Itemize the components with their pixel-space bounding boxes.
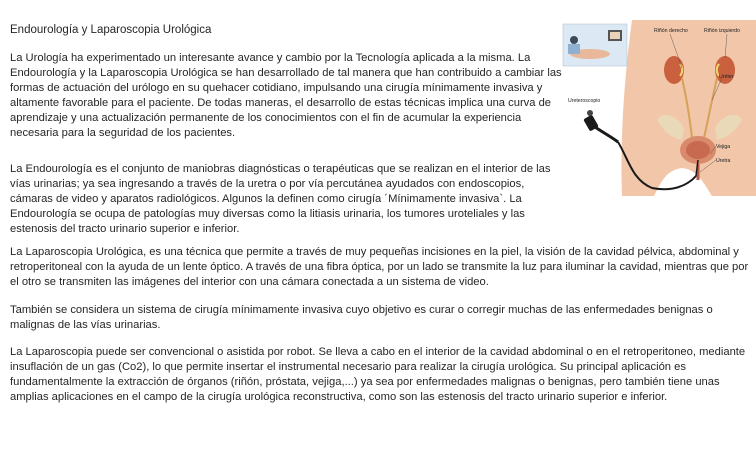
paragraph-minimally-invasive: También se considera un sistema de cirugía mínimamente invasiva cuyo objetivo es curar o corregir muchas de las enfermedades benignas o malignas de las vías urinarias. [10,304,713,331]
label-bladder: Vejiga [716,144,731,150]
label-ureter: Uréter [719,74,734,80]
ureteroscopy-illustration [562,20,756,196]
label-left-kidney: Riñón izquierdo [704,28,741,34]
label-ureteroscope: Ureteroscopio [568,98,601,104]
paragraph-laparoscopia: La Laparoscopia Urológica, es una técnica que permite a través de muy pequeñas incisiones en la piel, la visión de la cavidad pélvica, abdominal y retroperitoneal con la ayuda de un lente óptico. A través de una fibra óptica, por un lado se transmite la luz para iluminar la cavidad, mientras que por el otro se transmiten las imágenes del interior con una cámara conectada a un sistema de video. [10,246,749,288]
label-right-kidney: Riñón derecho [654,28,688,34]
label-urethra: Uretra [716,158,731,164]
right-kidney [664,56,684,84]
anatomy-figure [562,20,756,196]
page-title: Endourología y Laparoscopia Urológica [10,24,212,36]
paragraph-intro: La Urología ha experimentado un interesante avance y cambio por la Tecnología aplicada a la misma. La Endourología y la Laparoscopia Urológica se han desarrollado de tal manera que han contribuido a cambiar las formas de actuación del urólogo en su quehacer cotidiano, impulsando una cirugía mínimamente invasiva y altamente favorable para el paciente. De todas maneras, el desarrollo de estas técnicas implica una curva de aprendizaje y una actualización permanente de los conocimientos con el fin de acumular la experiencia necesaria para la seguridad de los pacientes. [10,52,562,139]
paragraph-robotic: La Laparoscopia puede ser convencional o asistida por robot. Se lleva a cabo en el interior de la cavidad abdominal o en el retroperitoneo, mediante insuflación de un gas (Co2), lo que permite insertar el instrumental necesario para realizar la cirugía urológica. Su principal aplicación es fundamentalmente la extracción de órganos (riñón, próstata, vejiga,...) ya sea por enfermedades malignas o benignas, pero también tiene unas amplias aplicaciones en el campo de la cirugía urológica reconstructiva, como son las estenosis del tracto urinario superior e inferior. [10,346,746,403]
paragraph-endourologia: La Endourología es el conjunto de maniobras diagnósticas o terapéuticas que se realizan en el interior de las vías urinarias; ya sea ingresando a través de la uretra o por vía percutánea ayudados con endoscopios, cámaras de video y aparatos radiológicos. Algunos la definen como cirugía ´Mínimamente invasiva`. La Endourología se ocupa de patologías muy diversas como la litiasis urinaria, los tumores uroteliales y las estenosis del tracto urinario superior e inferior. [10,163,551,235]
